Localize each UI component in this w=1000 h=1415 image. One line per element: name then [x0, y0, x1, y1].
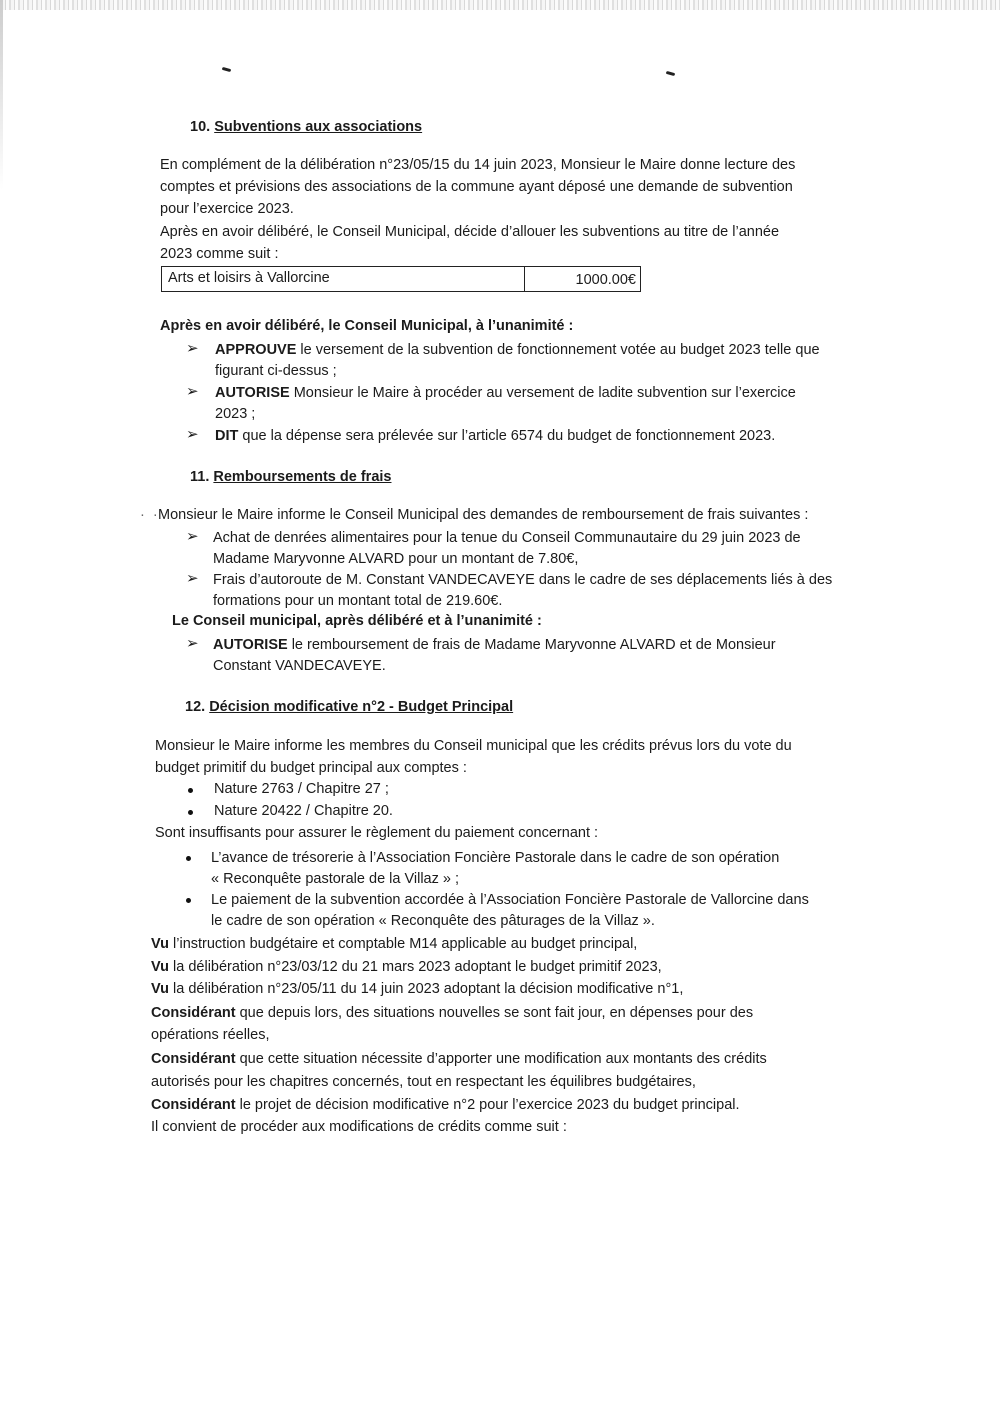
section-11-heading [190, 467, 391, 488]
section-11-number: 11. [190, 469, 210, 485]
s10-item-1-keyword: APPROUVE [215, 342, 297, 358]
s12-payment-1-line-2: « Reconquête pastorale de la Villaz » ; [211, 871, 460, 887]
s12-considerant-2-line-2: autorisés pour les chapitres concernés, tout en respectant les équilibres budgétaires, [151, 1074, 696, 1090]
arrow-bullet-icon: ➢ [186, 340, 199, 357]
s12-account-2: Nature 20422 / Chapitre 20. [214, 803, 393, 819]
s12-vu-1 [151, 934, 637, 955]
s12-considerant-3 [151, 1095, 740, 1116]
considerant-keyword: Considérant [151, 1005, 236, 1021]
s11-item-2-line-1: Frais d’autoroute de M. Constant VANDECAVEYE dans le cadre de ses déplacements liés à des [213, 572, 833, 588]
s12-considerant-2-line-1 [151, 1049, 767, 1070]
scan-artifact-top [0, 0, 1000, 10]
s10-item-2-line-1 [215, 383, 796, 404]
bullet-icon [186, 898, 191, 903]
s12-intro-1: Monsieur le Maire informe les membres du Conseil municipal que les crédits prévus lors du vote du [155, 738, 792, 754]
considerant-text: le projet de décision modificative n°2 pour l’exercice 2023 du budget principal. [235, 1097, 740, 1113]
s12-account-1: Nature 2763 / Chapitre 27 ; [214, 781, 389, 797]
s12-vu-3 [151, 979, 683, 1000]
vu-text: la délibération n°23/03/12 du 21 mars 2023 adoptant le budget primitif 2023, [169, 959, 662, 975]
considerant-keyword: Considérant [151, 1051, 236, 1067]
considerant-text: que depuis lors, des situations nouvelles se sont fait jour, en dépenses pour des [235, 1005, 754, 1021]
bullet-icon [188, 810, 193, 815]
s12-considerant-1-line-2: opérations réelles, [151, 1027, 270, 1043]
s12-payment-2-line-1: Le paiement de la subvention accordée à l’Association Foncière Pastorale de Vallorcine dans [211, 892, 809, 908]
arrow-bullet-icon: ➢ [186, 426, 199, 443]
s10-item-2-text: Monsieur le Maire à procéder au versement de ladite subvention sur l’exercice [289, 385, 796, 401]
vu-text: l’instruction budgétaire et comptable M14 applicable au budget principal, [169, 936, 638, 952]
section-12-heading [185, 697, 513, 718]
section-10-number: 10. [190, 119, 211, 135]
vu-keyword: Vu [151, 936, 169, 952]
s12-insufficient: Sont insuffisants pour assurer le règlement du paiement concernant : [155, 825, 599, 841]
bullet-icon [186, 856, 191, 861]
vu-keyword: Vu [151, 981, 169, 997]
section-12-title: Décision modificative n°2 - Budget Principal [209, 699, 514, 715]
s11-intro: Monsieur le Maire informe le Conseil Municipal des demandes de remboursement de frais suivantes : [158, 507, 809, 523]
s12-payment-1-line-1: L’avance de trésorerie à l’Association Foncière Pastorale dans le cadre de son opération [211, 850, 780, 866]
considerant-text: que cette situation nécessite d’apporter une modification aux montants des crédits [235, 1051, 767, 1067]
arrow-bullet-icon: ➢ [186, 635, 199, 652]
arrow-bullet-icon: ➢ [186, 383, 199, 400]
subsidy-association-name: Arts et loisirs à Vallorcine [162, 267, 525, 291]
subsidy-amount: 1000.00€ [575, 272, 636, 288]
s10-intro-2: comptes et prévisions des associations de la commune ayant déposé une demande de subvention [160, 179, 793, 195]
s10-item-3-text: que la dépense sera prélevée sur l’article 6574 du budget de fonctionnement 2023. [238, 428, 776, 444]
subsidy-table [161, 266, 641, 292]
s10-intro-5: 2023 comme suit : [160, 246, 279, 262]
vu-text: la délibération n°23/05/11 du 14 juin 2023 adoptant la décision modificative n°1, [169, 981, 684, 997]
s10-item-3-line-1 [215, 426, 775, 447]
section-10-heading [190, 117, 422, 138]
arrow-bullet-icon: ➢ [186, 570, 199, 587]
s11-item-2-line-2: formations pour un montant total de 219.60€. [213, 593, 503, 609]
s10-decision: Après en avoir délibéré, le Conseil Municipal, à l’unanimité : [160, 318, 574, 334]
s10-item-1-line-2: figurant ci-dessus ; [215, 363, 337, 379]
s10-item-2-keyword: AUTORISE [215, 385, 290, 401]
considerant-keyword: Considérant [151, 1097, 236, 1113]
s10-intro-1: En complément de la délibération n°23/05/15 du 14 juin 2023, Monsieur le Maire donne lecture des [160, 157, 796, 173]
punch-mark-right [666, 71, 675, 76]
s10-intro-4: Après en avoir délibéré, le Conseil Municipal, décide d’allouer les subventions au titre de l’année [160, 224, 780, 240]
s12-considerant-1-line-1 [151, 1003, 753, 1024]
s10-item-1-line-1 [215, 340, 820, 361]
s11-item-1-line-2: Madame Maryvonne ALVARD pour un montant de 7.80€, [213, 551, 579, 567]
s12-closing: Il convient de procéder aux modifications de crédits comme suit : [151, 1119, 567, 1135]
scan-dots: · · [140, 507, 160, 523]
s12-vu-2 [151, 957, 662, 978]
s11-decision: Le Conseil municipal, après délibéré et à l’unanimité : [172, 613, 542, 629]
s11-auth-text: le remboursement de frais de Madame Maryvonne ALVARD et de Monsieur [287, 637, 776, 653]
s11-auth-keyword: AUTORISE [213, 637, 288, 653]
section-11-title: Remboursements de frais [213, 469, 392, 485]
bullet-icon [188, 788, 193, 793]
s11-auth-line-2: Constant VANDECAVEYE. [213, 658, 386, 674]
s11-item-1-line-1: Achat de denrées alimentaires pour la tenue du Conseil Communautaire du 29 juin 2023 de [213, 530, 801, 546]
s12-payment-2-line-2: le cadre de son opération « Reconquête des pâturages de la Villaz ». [211, 913, 655, 929]
s11-auth-line-1 [213, 635, 776, 656]
section-12-number: 12. [185, 699, 206, 715]
s12-intro-2: budget primitif du budget principal aux comptes : [155, 760, 467, 776]
punch-mark-left [222, 67, 231, 72]
vu-keyword: Vu [151, 959, 169, 975]
scan-artifact-left [0, 0, 3, 190]
section-10-title: Subventions aux associations [214, 119, 423, 135]
s10-item-3-keyword: DIT [215, 428, 239, 444]
s10-item-1-text: le versement de la subvention de fonctionnement votée au budget 2023 telle que [296, 342, 820, 358]
s10-intro-3: pour l’exercice 2023. [160, 201, 294, 217]
arrow-bullet-icon: ➢ [186, 528, 199, 545]
s10-item-2-line-2: 2023 ; [215, 406, 256, 422]
